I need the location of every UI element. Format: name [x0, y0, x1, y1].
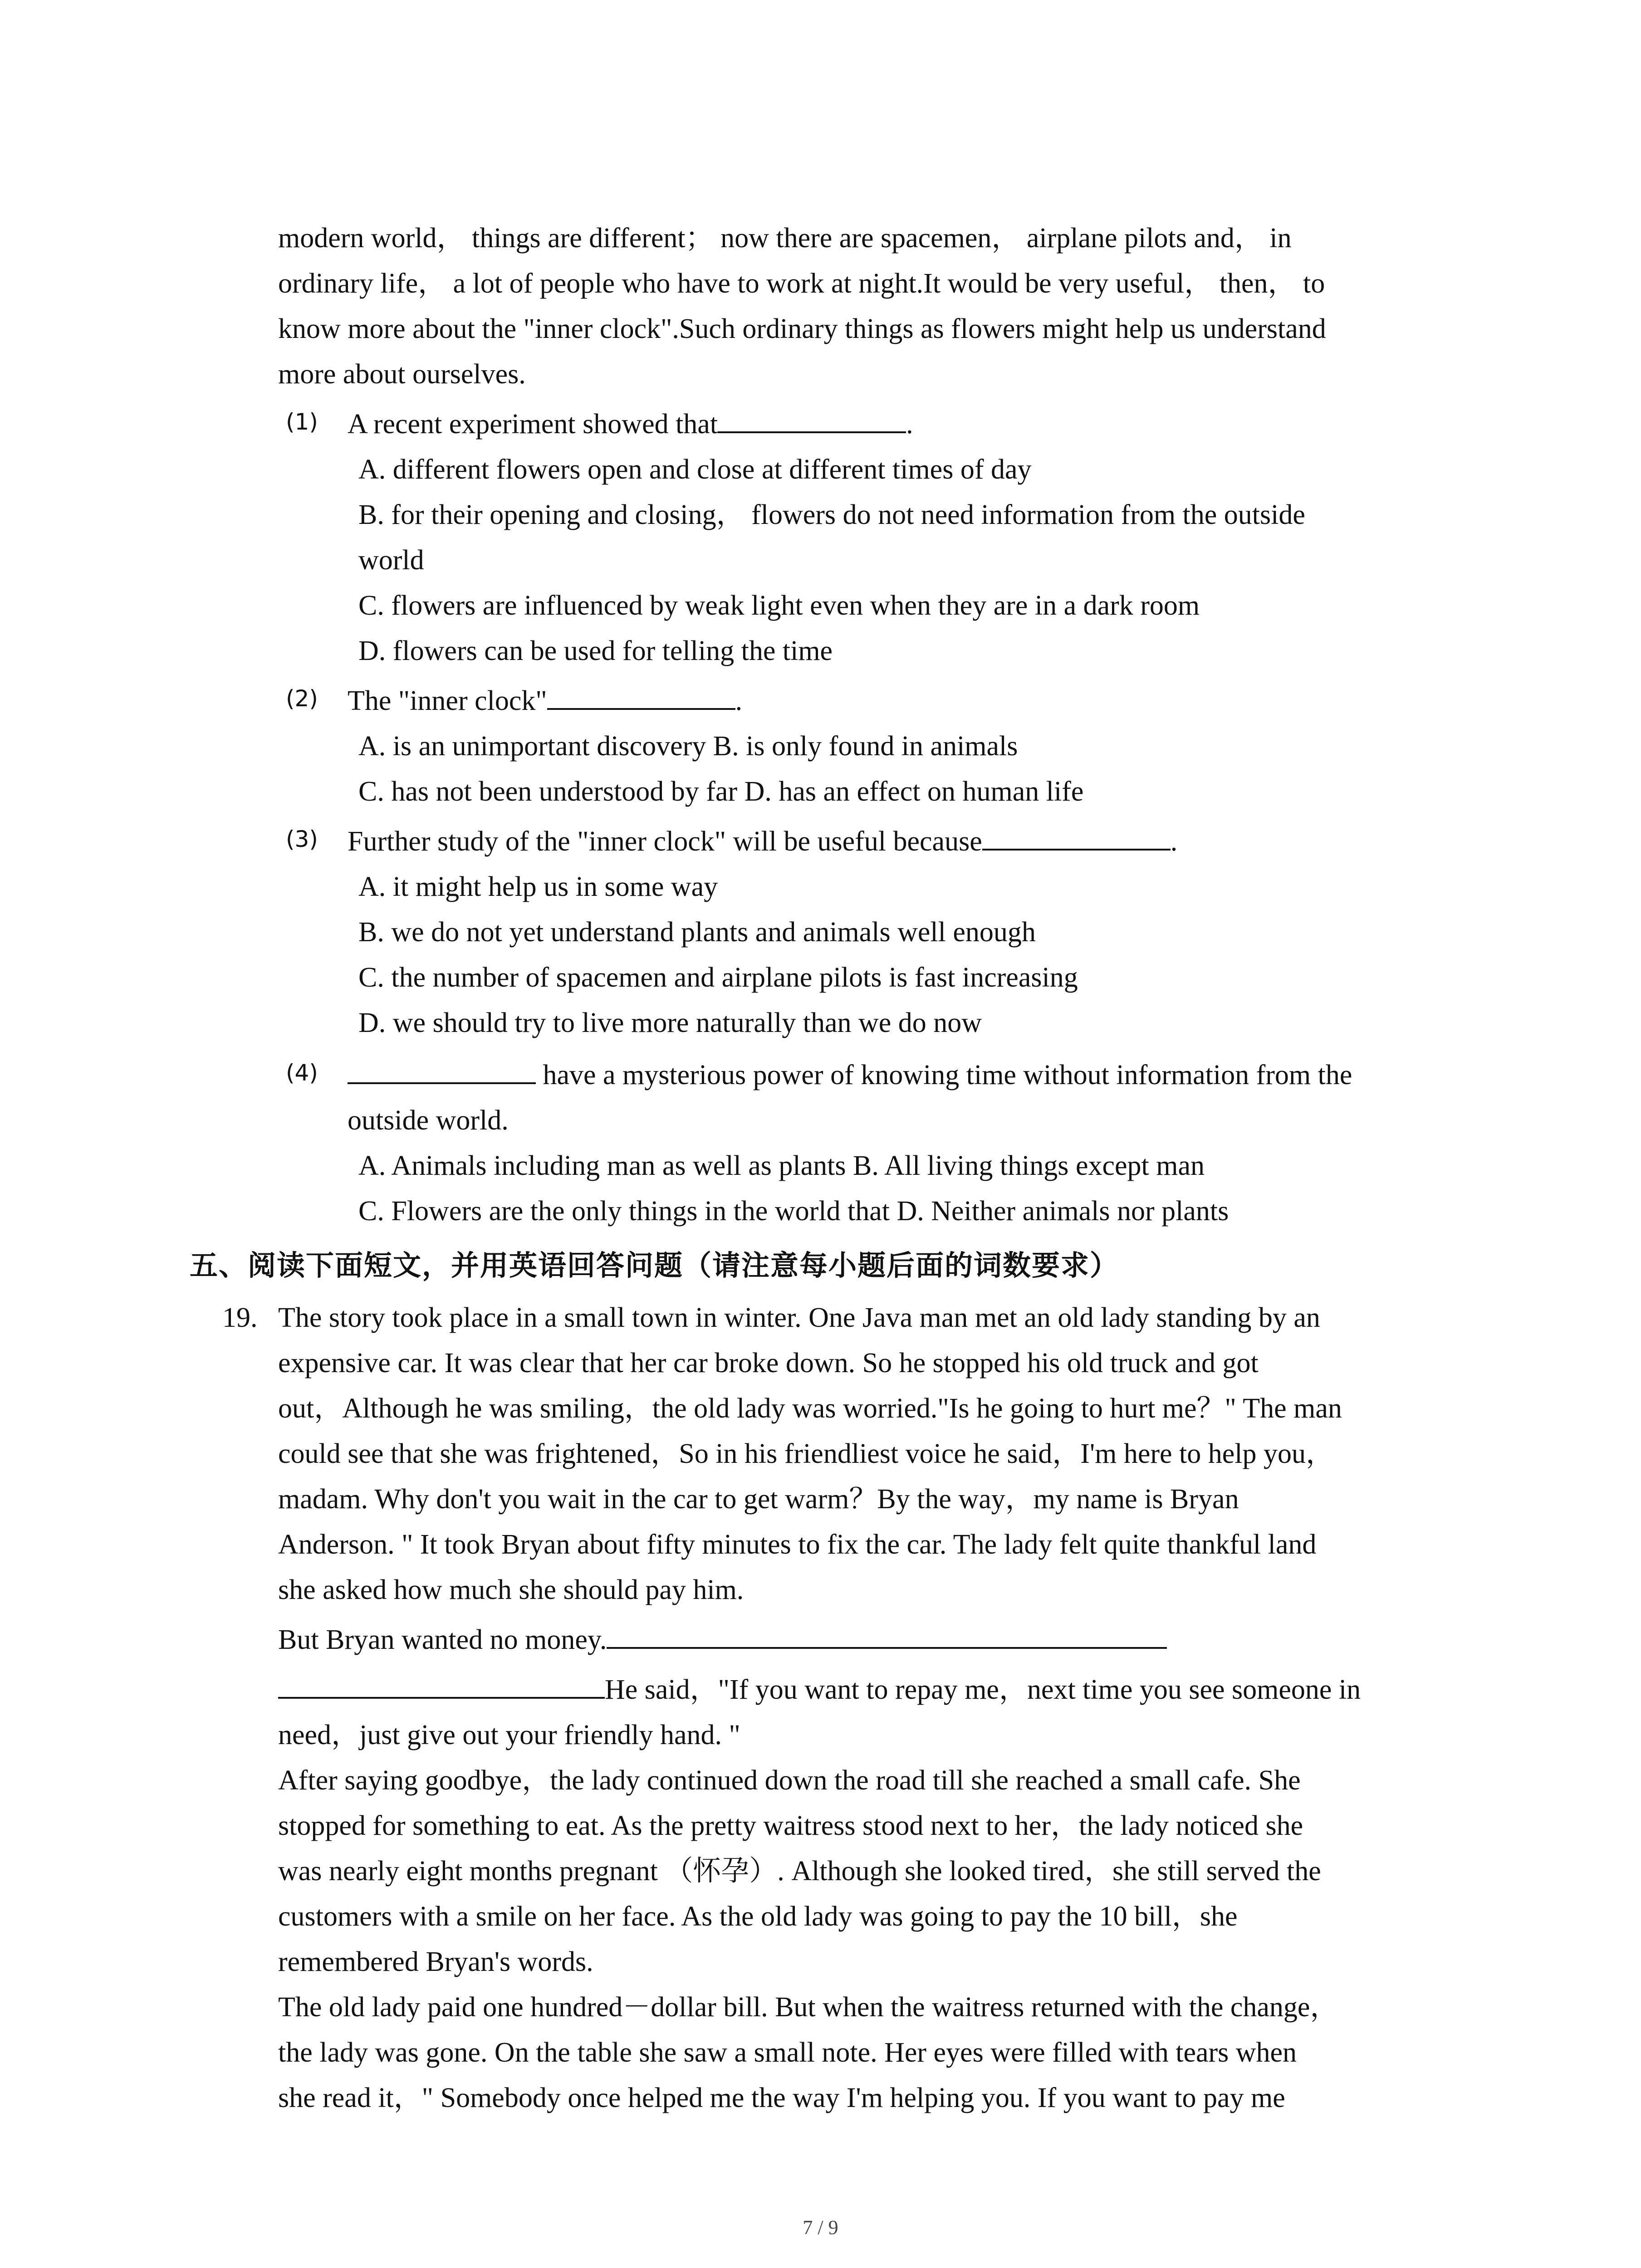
- question-number: (1): [286, 409, 318, 435]
- question-stem: [348, 1052, 1352, 1098]
- stem-end: .: [1170, 826, 1178, 857]
- story-line: could see that she was frightened，So in his friendliest voice he said，I'm here to help you，: [278, 1438, 1334, 1469]
- stem-text: have a mysterious power of knowing time without information from the: [536, 1060, 1352, 1090]
- answer-blank[interactable]: [547, 679, 735, 710]
- option: D. flowers can be used for telling the time: [358, 635, 833, 666]
- story-text: But Bryan wanted no money.: [278, 1624, 607, 1655]
- option: C. the number of spacemen and airplane pilots is fast increasing: [358, 962, 1078, 993]
- passage-line: ordinary life， a lot of people who have to work at night.It would be very useful， then， to: [278, 268, 1325, 299]
- question-number: (2): [286, 685, 318, 712]
- story-line: remembered Bryan's words.: [278, 1946, 593, 1977]
- story-line: Anderson. " It took Bryan about fifty minutes to fix the car. The lady felt quite thankful land: [278, 1529, 1317, 1560]
- question-stem: [348, 401, 913, 447]
- option: A. is an unimportant discovery B. is only found in animals: [358, 731, 1018, 762]
- option: world: [358, 545, 424, 576]
- story-line: out，Although he was smiling，the old lady was worried."Is he going to hurt me？" The man: [278, 1393, 1342, 1424]
- story-line: the lady was gone. On the table she saw a small note. Her eyes were filled with tears when: [278, 2037, 1297, 2068]
- section-heading: 五、阅读下面短文，并用英语回答问题（请注意每小题后面的词数要求）: [190, 1249, 1119, 1282]
- option: A. different flowers open and close at different times of day: [358, 454, 1032, 485]
- question-number: (3): [286, 826, 318, 852]
- option: D. we should try to live more naturally than we do now: [358, 1007, 982, 1038]
- question-stem: [348, 819, 1177, 864]
- answer-blank[interactable]: [278, 1668, 605, 1699]
- option: A. it might help us in some way: [358, 871, 718, 902]
- stem-text: The "inner clock": [348, 685, 547, 716]
- story-line: need，just give out your friendly hand. ": [278, 1720, 740, 1750]
- stem-text: Further study of the "inner clock" will be useful because: [348, 826, 982, 857]
- story-line: After saying goodbye，the lady continued down the road till she reached a small cafe. She: [278, 1765, 1301, 1796]
- item-number: 19.: [222, 1302, 258, 1333]
- story-line: expensive car. It was clear that her car broke down. So he stopped his old truck and got: [278, 1348, 1259, 1378]
- option: C. flowers are influenced by weak light even when they are in a dark room: [358, 590, 1200, 621]
- stem-end: .: [906, 409, 913, 440]
- option: B. we do not yet understand plants and animals well enough: [358, 917, 1036, 948]
- option: A. Animals including man as well as plants B. All living things except man: [358, 1150, 1205, 1181]
- story-line: The old lady paid one hundred－dollar bill. But when the waitress returned with the change，: [278, 1992, 1338, 2023]
- stem-text: A recent experiment showed that: [348, 409, 718, 440]
- story-line-with-blank: [278, 1617, 1167, 1662]
- story-line-with-blank: [278, 1667, 1361, 1712]
- passage-line: know more about the "inner clock".Such ordinary things as flowers might help us understand: [278, 313, 1326, 344]
- question-stem: [348, 678, 742, 723]
- answer-blank[interactable]: [982, 820, 1171, 850]
- answer-blank[interactable]: [607, 1618, 1167, 1649]
- story-line: customers with a smile on her face. As the old lady was going to pay the 10 bill，she: [278, 1901, 1238, 1932]
- page-number: 7 / 9: [803, 2216, 838, 2239]
- passage-line: modern world， things are different； now there are spacemen， airplane pilots and， in: [278, 223, 1292, 254]
- option: C. Flowers are the only things in the world that D. Neither animals nor plants: [358, 1196, 1229, 1227]
- option: C. has not been understood by far D. has an effect on human life: [358, 776, 1084, 807]
- story-line: madam. Why don't you wait in the car to get warm？By the way，my name is Bryan: [278, 1484, 1239, 1515]
- story-line: she asked how much she should pay him.: [278, 1574, 744, 1605]
- question-number: (4): [286, 1060, 318, 1086]
- story-text: He said，"If you want to repay me，next time you see someone in: [605, 1674, 1361, 1705]
- story-line: she read it，" Somebody once helped me the way I'm helping you. If you want to pay me: [278, 2082, 1285, 2113]
- answer-blank[interactable]: [718, 402, 906, 433]
- option: B. for their opening and closing， flowers do not need information from the outside: [358, 499, 1305, 530]
- question-stem-cont: outside world.: [348, 1105, 509, 1136]
- story-line: The story took place in a small town in winter. One Java man met an old lady standing by an: [278, 1302, 1320, 1333]
- story-line: stopped for something to eat. As the pretty waitress stood next to her，the lady noticed she: [278, 1810, 1303, 1841]
- story-line: was nearly eight months pregnant （怀孕）. Although she looked tired，she still served the: [278, 1856, 1321, 1887]
- passage-line: more about ourselves.: [278, 359, 526, 390]
- stem-end: .: [735, 685, 743, 716]
- answer-blank[interactable]: [348, 1053, 536, 1084]
